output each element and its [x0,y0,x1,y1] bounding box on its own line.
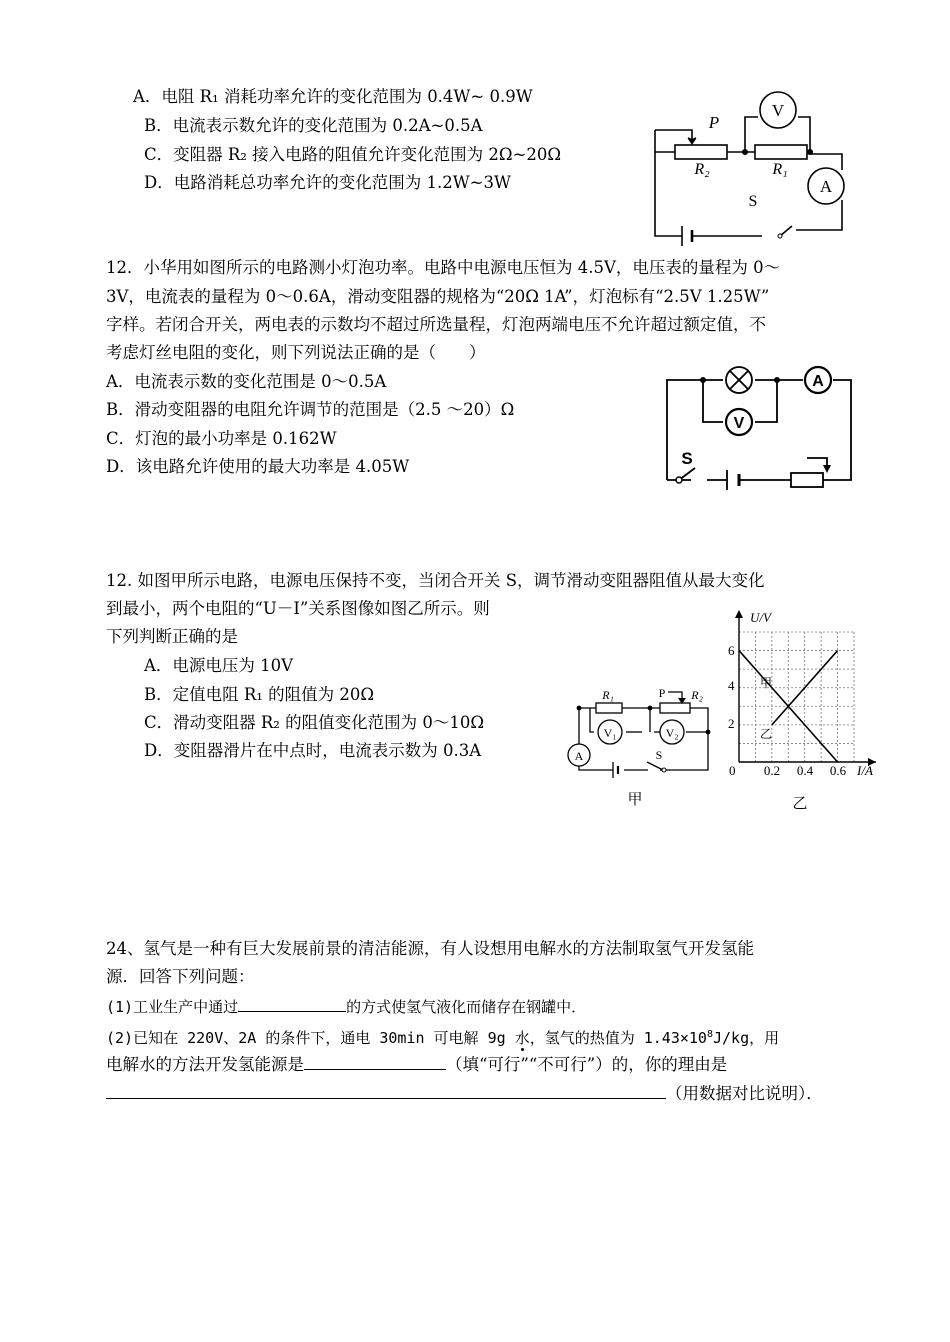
q24-stem-line2: 源．回答下列问题： [106,967,255,986]
q11-ammeter-label: A [819,177,833,196]
q24-part2-line2-suffix: （填“可行”“不可行”）的，你的理由是 [446,1055,728,1074]
q24-part2 [106,1024,779,1049]
q12b-stem-line2: 到最小，两个电阻的“U－I”关系图像如图乙所示。则 [106,599,490,618]
q24-part2-prefix: (2)已知在 220V、2A 的条件下，通电 30min 可电解 9g [106,1029,515,1047]
q11-slider-label: P [708,113,720,132]
graph-y-tick-2: 2 [728,716,735,731]
graph-x-tick-1: 0.2 [763,763,781,778]
q12b-slider-label: P [658,686,666,700]
graph-series-jia-label: 甲 [760,676,773,690]
q24-part1-suffix: 的方式使氢气液化而储存在钢罐中． [346,998,587,1016]
graph-y-tick-6: 6 [728,643,735,658]
q24-part2-line3 [106,1082,823,1105]
q12a-option-d: D．该电路允许使用的最大功率是 4.05W [106,457,410,476]
y-axis-arrow [735,610,743,618]
q12b-circuit-caption: 甲 [627,791,643,808]
q11-switch-label: S [748,193,758,210]
q11-voltmeter-label: V [771,101,785,120]
q24-part2-line2 [106,1053,727,1076]
graph-x-tick-3: 0.6 [829,763,847,778]
q12a-stem-line1: 12．小华用如图所示的电路测小灯泡功率。电路中电源电压恒为 4.5V，电压表的量程为 0～ [106,258,781,277]
q12a-ammeter-label: A [812,373,824,390]
q12b-ammeter-label: A [574,749,584,763]
q24-stem-line1: 24、氢气是一种有巨大发展前景的清洁能源，有人设想用电解水的方法制取氢气开发氢能 [106,939,754,958]
q24-part2-exponent: 8 [706,1029,713,1040]
q12b-v2-label: V₂ [665,726,679,740]
graph-x-axis-label: I/A [857,763,873,778]
graph-caption: 乙 [792,795,808,812]
q11-r1-label: R₁ [772,161,788,178]
q11-option-d: D．电路消耗总功率允许的变化范围为 1.2W~3W [144,173,511,192]
q12b-option-c: C．滑动变阻器 R₂ 的阻值变化范围为 0～10Ω [144,713,485,732]
q12b-stem-line1: 12. 如图甲所示电路，电源电压保持不变，当闭合开关 S，调节滑动变阻器阻值从最大变化 [106,571,765,590]
q12a-option-b: B．滑动变阻器的电阻允许调节的范围是（2.5 ～20）Ω [106,400,515,419]
q12a-stem-line2: 3V，电流表的量程为 0～0.6A，滑动变阻器的规格为“20Ω 1A”，灯泡标有“2.5V 1.25W” [106,287,770,306]
q12b-option-d: D．变阻器滑片在中点时，电流表示数为 0.3A [144,741,482,760]
q24-part2-middle: ，氢气的热值为 1.43×10 [529,1029,707,1047]
q11-r2-label: R₂ [694,161,710,178]
graph-y-axis-label: U/V [750,610,771,625]
q12a-voltmeter-label: V [733,415,745,432]
q12a-option-c: C．灯泡的最小功率是 0.162W [106,429,337,448]
q12b-ui-graph [722,605,892,815]
graph-y-tick-4: 4 [728,678,735,693]
graph-x-tick-2: 0.4 [796,763,814,778]
q24-part2-line3-suffix: （用数据对比说明）． [666,1084,823,1103]
q12a-stem-line3: 字样。若闭合开关，两电表的示数均不超过所选量程，灯泡两端电压不允许超过额定值，不 [106,315,766,334]
q12b-circuit-diagram [560,680,720,812]
q24-part2-emphasis: 水 [514,1029,530,1047]
q12b-r1-label: R₁ [602,688,614,702]
q12a-circuit-diagram [655,362,865,502]
q24-part1-answer-blank[interactable] [238,995,346,1012]
graph-origin-label: 0 [729,763,736,778]
graph-series-yi-label: 乙 [760,727,773,741]
q12b-option-b: B．定值电阻 R₁ 的阻值为 20Ω [144,685,375,704]
q12a-stem-line4: 考虑灯丝电阻的变化，则下列说法正确的是（ ） [106,343,486,362]
q12b-stem-line3: 下列判断正确的是 [106,627,238,646]
q12b-v1-label: V₁ [603,726,617,740]
q24-part2-line2-prefix: 电解水的方法开发氢能源是 [106,1055,304,1074]
q12b-switch-label: S [655,748,663,762]
q11-option-a: A．电阻 R₁ 消耗功率允许的变化范围为 0.4W~ 0.9W [133,87,533,106]
q24-part1-prefix: (1)工业生产中通过 [106,998,239,1016]
q24-reason-blank[interactable] [106,1082,666,1099]
q12b-r2-label: R₂ [691,688,703,702]
q24-feasibility-blank[interactable] [304,1053,446,1070]
q11-option-c: C．变阻器 R₂ 接入电路的阻值允许变化范围为 2Ω~20Ω [144,145,562,164]
q12b-option-a: A．电源电压为 10V [144,656,294,675]
q24-part2-suffix: J/kg，用 [712,1029,780,1047]
q24-part1 [106,995,586,1018]
q11-circuit-diagram [640,88,860,248]
q11-option-b: B．电流表示数允许的变化范围为 0.2A~0.5A [144,116,483,135]
q12a-option-a: A．电流表示数的变化范围是 0～0.5A [106,372,387,391]
q12a-switch-label: S [681,449,693,468]
